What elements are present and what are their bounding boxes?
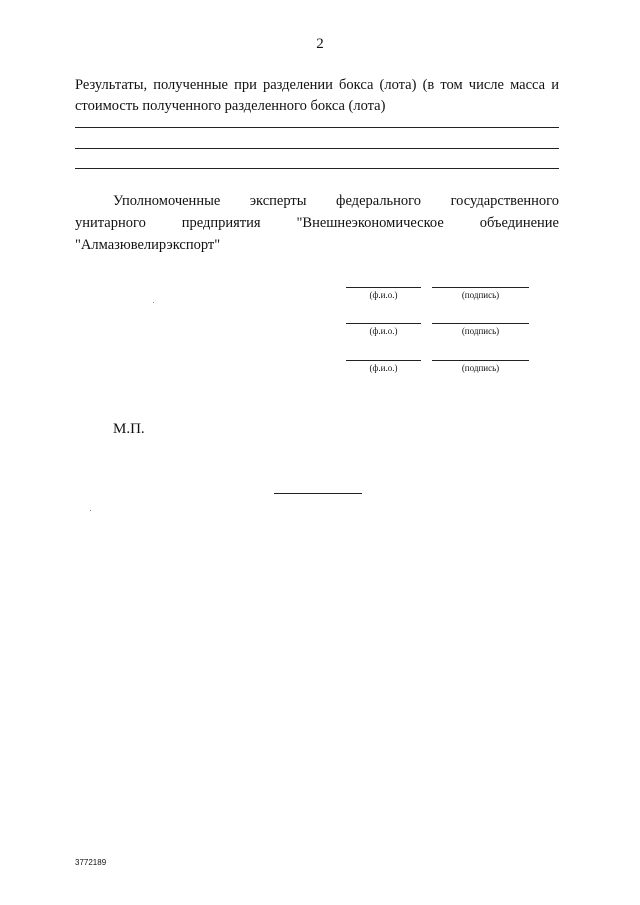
document-code: 3772189: [75, 858, 107, 867]
signature-caption: (подпись): [461, 290, 500, 300]
name-caption: (ф.и.о.): [369, 363, 398, 373]
word: Уполномоченные: [113, 193, 221, 209]
word: унитарного: [75, 215, 146, 231]
name-signature-line: [346, 323, 421, 324]
scan-speck: [153, 302, 154, 303]
word: предприятия: [181, 215, 261, 231]
signature-line: [432, 360, 529, 361]
name-signature-line: [346, 360, 421, 361]
signature-line: [432, 287, 529, 288]
authorized-experts-paragraph: [75, 190, 559, 256]
word: объединение: [479, 215, 559, 231]
blank-line-3: [75, 168, 559, 169]
signature-caption: (подпись): [461, 326, 500, 336]
word: "Внешнеэкономическое: [296, 215, 444, 231]
experts-line-1: [75, 190, 559, 212]
word: эксперты: [249, 193, 307, 209]
end-divider: [274, 493, 362, 494]
scan-speck: [90, 510, 91, 511]
seal-placeholder: М.П.: [113, 421, 145, 437]
blank-line-2: [75, 148, 559, 149]
word: федерального: [336, 193, 422, 209]
blank-line-1: [75, 127, 559, 128]
experts-line-2: [75, 212, 559, 234]
results-text: Результаты, полученные при разделении бокса (лота) (в том числе масса и стоимость полученного разделенного бокса (лота): [75, 77, 559, 114]
name-caption: (ф.и.о.): [369, 326, 398, 336]
experts-line-3: "Алмазювелирэкспорт": [75, 237, 221, 253]
word: государственного: [450, 193, 559, 209]
page-number: 2: [316, 36, 324, 52]
signature-line: [432, 323, 529, 324]
name-signature-line: [346, 287, 421, 288]
name-caption: (ф.и.о.): [369, 290, 398, 300]
signature-caption: (подпись): [461, 363, 500, 373]
